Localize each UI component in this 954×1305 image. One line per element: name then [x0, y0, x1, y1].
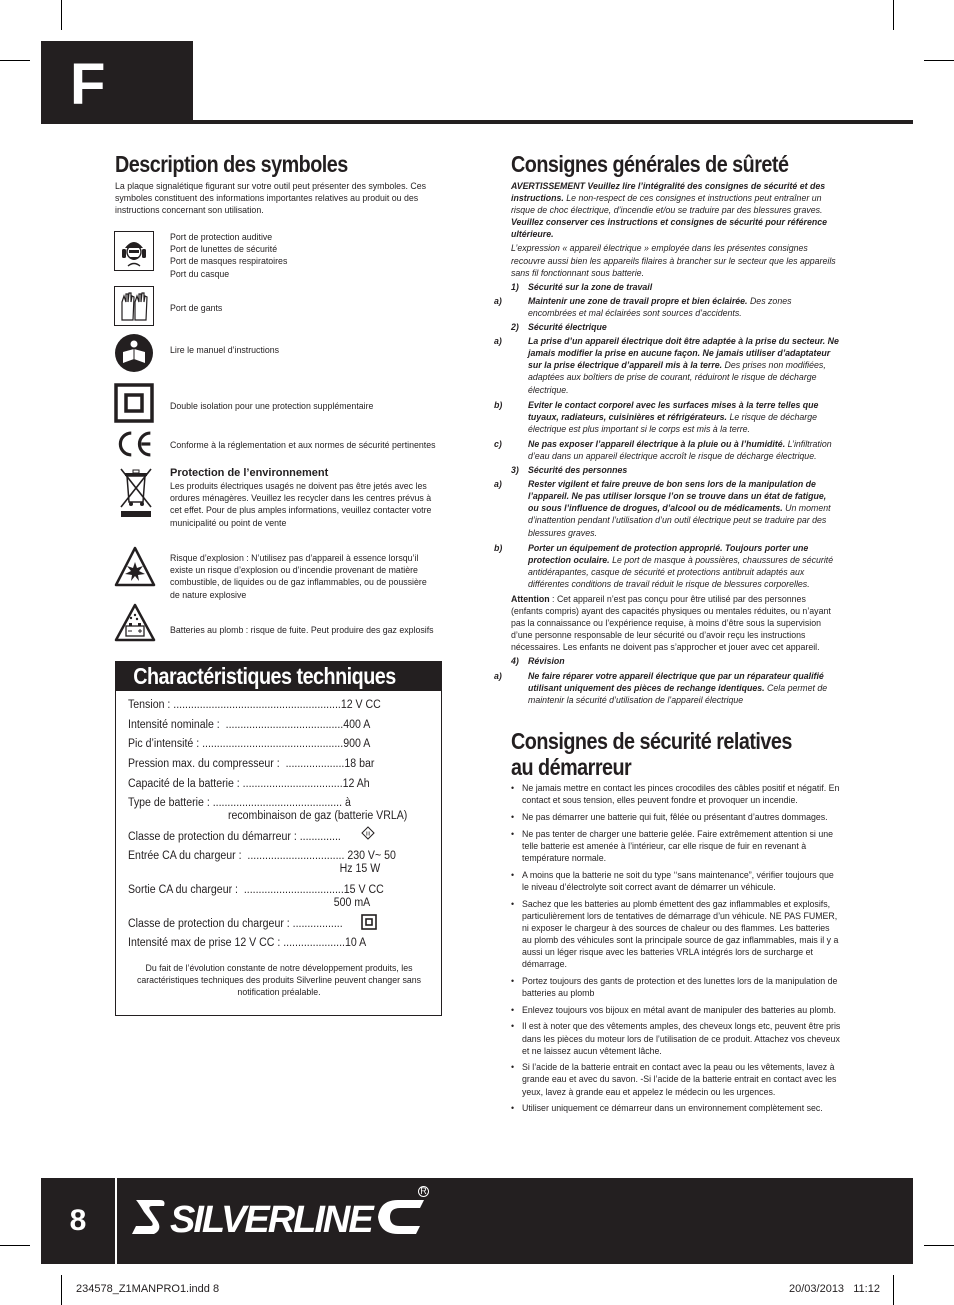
section-number: 3)	[511, 465, 519, 476]
spec-row: Type de batterie : ............................................ à	[128, 797, 351, 809]
list-item: • Ne pas tenter de charger une batterie gelée. Faire extrêmement attention si une telle batterie est amenée à l’intérieur, car elle risque de fuir en revenant à température normale.	[511, 828, 841, 864]
spec-row: Pression max. du compresseur : ....................18 bar	[128, 758, 375, 770]
rule-text: Des zones encombrées et mal éclairées sont sources d’accidents.	[528, 295, 792, 318]
explosion-warning-icon	[114, 546, 156, 588]
rule-text: Un moment d’inattention pendant l’utilisation d’un outil électrique peut se traduire par des blessures graves.	[528, 503, 831, 538]
class-ii-icon	[361, 914, 377, 935]
page-number: 8	[69, 1204, 87, 1237]
spec-row: Intensité max de prise 12 V CC : .....................10 A	[128, 937, 367, 949]
list-item: • Si l’acide de la batterie entrait en contact avec la peau ou les vêtements, lavez à grande eau et avec du savon. -Si l’acide de la batterie entrait en contact avec les yeux, lavez à grande eau et appelez le médecin ou les urgences.	[511, 1061, 841, 1097]
rule-text: Cela permet de maintenir la sécurité d’utilisation de l’appareil électrique	[528, 682, 828, 705]
environment-block	[170, 467, 442, 529]
silverline-logo	[130, 1194, 430, 1245]
section-title: Sécurité sur la zone de travail	[528, 281, 653, 292]
battery-text: Batteries au plomb : risque de fuite. Peut produire des gaz explosifs	[170, 625, 434, 635]
spec-row: Capacité de la batterie : ..................................12 Ah	[128, 778, 370, 790]
crop-mark	[61, 0, 62, 30]
spec-row: Classe de protection du démarreur : ..............	[128, 831, 341, 843]
rule-text: Des prises non modifiées, adaptées aux boîtiers de prise de courant, réduiront le risque de décharge électrique.	[528, 360, 826, 395]
rule-bold: Ne pas exposer l’appareil électrique à la pluie ou à l’humidité.	[528, 438, 786, 449]
spec-row: Tension : .........................................................12 V CC	[128, 699, 381, 711]
ppe-icon	[114, 231, 154, 271]
environment-text: Les produits électriques usagés ne doivent pas être jetés avec les ordures ménagères. Veuillez les recycler dans les centres prévus à cet effet. Pour de plus amples informations, veuillez contacter votre municipalité ou point de vente	[170, 481, 432, 528]
battery-warning-icon	[114, 603, 156, 643]
warning-bold: AVERTISSEMENT Veuillez lire l’intégralité des consignes de sécurité et des instructions.	[511, 181, 826, 204]
general-safety-title: Consignes générales de sûreté	[511, 151, 789, 177]
footer-divider	[115, 1178, 117, 1264]
manual-text: Lire le manuel d’instructions	[170, 345, 280, 355]
rule-text: Le port de masque à poussières, chaussures de sécurité antidérapantes, casque de sécurité et protections antibruit adaptés aux différentes conditions de travail réduit le risque de blessures corporelles.	[528, 554, 834, 589]
tech-specs-header	[116, 662, 441, 691]
starter-safety-list	[511, 782, 841, 1119]
item-label: b)	[494, 542, 503, 553]
starter-title-line: Consignes de sécurité relatives	[511, 728, 792, 754]
section-number: 1)	[511, 281, 519, 292]
section-title: Sécurité électrique	[528, 322, 607, 333]
spec-row: recombinaison de gaz (batterie VRLA)	[128, 810, 408, 822]
symbol-line: Port de lunettes de sécurité	[170, 244, 278, 255]
list-item: • Utiliser uniquement ce démarreur dans un environnement complètement sec.	[511, 1102, 841, 1114]
spec-row: 500 mA	[128, 897, 371, 909]
item-label: a)	[494, 670, 502, 681]
list-item: • Portez toujours des gants de protection et des lunettes lors de la manipulation de batteries au plomb	[511, 975, 841, 999]
brand-name: SILVERLINE	[170, 1199, 372, 1240]
symbol-line: Port du casque	[170, 268, 230, 279]
crop-mark	[893, 1275, 894, 1305]
item-label: a)	[494, 295, 502, 306]
rule-bold: Porter un équipement de protection approprié. Toujours porter une protection oculaire.	[528, 542, 809, 565]
item-label: a)	[494, 479, 502, 490]
warning-text: Le non-respect de ces consignes et instructions peut entraîner un risque de choc électrique, d’incendie et/ou se traduire par des blessures graves.	[511, 193, 823, 216]
list-item: • Sachez que les batteries au plomb émettent des gaz inflammables et explosifs, particulièrement lors de tentatives de démarrage d’un véhicule. NE PAS FUMER, ni exposer le chargeur à des sources de chaleur ou des flammes. Les batteries au plomb des véhicules sont la principale source de gaz inflammables, mais il y a aussi un léger risque avec les batteries VRLA intégrés lors de surcharge et démarrage.	[511, 898, 841, 971]
gloves-text: Port de gants	[170, 303, 223, 313]
list-item: • Ne pas démarrer une batterie qui fuit, fêlée ou présentant d’autres dommages.	[511, 811, 841, 823]
list-item: • Ne jamais mettre en contact les pinces crocodiles des câbles positif et négatif. En contact et sous tension, elles peuvent fondre et provoquer un incendie.	[511, 782, 841, 806]
list-item: • Enlevez toujours vos bijoux en métal avant de manipuler des batteries au plomb.	[511, 1004, 841, 1016]
rule-bold: La prise d’un appareil électrique doit être adaptée à la prise du secteur. Ne jamais modifier la prise en aucune façon. Ne jamais utiliser d’adaptateur sur la prise électrique d’appareil mis à la terre.	[528, 336, 839, 371]
attention-label: Attention	[511, 594, 550, 604]
double-insulation-icon	[114, 383, 154, 423]
rule-text: Le risque de décharge électrique est plus important si le corps est mis à la terre.	[528, 411, 817, 434]
explosion-text: Risque d’explosion : N’utilisez pas d’appareil à essence lorsqu’il existe un risque d’explosion ou d’incendie provenant de matière combustible, de liquides ou de gaz inflammables, ou de poussière de nature explosive	[170, 553, 427, 600]
spec-row: Entrée CA du chargeur : ................................. 230 V~ 50	[128, 850, 396, 862]
spec-row: Intensité nominale : ........................................400 A	[128, 719, 371, 731]
crop-mark	[0, 60, 30, 61]
spec-row: Sortie CA du chargeur : ..................................15 V CC	[128, 884, 384, 896]
crop-mark	[924, 60, 954, 61]
symbols-intro: La plaque signalétique figurant sur votre outil peut présenter des symboles. Ces symboles constituent des informations importantes relatives au produit ou des instructions concernant son utilisation.	[115, 181, 427, 216]
section-title: Révision	[528, 656, 565, 667]
crop-mark	[61, 1275, 62, 1305]
language-letter: F	[70, 52, 106, 117]
starter-safety-title	[511, 728, 792, 780]
symbols-title: Description des symboles	[115, 151, 348, 177]
rule-bold: Maintenir une zone de travail propre et bien éclairée.	[528, 295, 748, 306]
general-safety-body	[494, 180, 839, 706]
spec-row: Pic d’intensité : ................................................900 A	[128, 738, 371, 750]
rule-bold: Rester vigilent et faire preuve de bon sens lors de la manipulation de l’appareil. Ne pas utiliser lorsque l’on se trouve dans un état de fatigue, ou sous l’influence de drogues, d’alcool ou de médicaments.	[528, 479, 827, 514]
header-rule	[41, 120, 913, 124]
ce-mark-icon	[114, 424, 154, 464]
attention-text: : Cet appareil n’est pas conçu pour être utilisé par des personnes (enfants compris) ayant des capacités physiques ou mentales réduites, ou n’ayant pas la connaissance ou l’expérience requise, à moins d’être sous la supervision d’une personne responsable de leur sécurité ou d’avoir reçu les instructions nécessaires. Les enfants ne doivent pas s’approcher et jouer avec cet appareil.	[511, 594, 831, 653]
section-number: 2)	[511, 322, 519, 333]
double-insulation-text: Double isolation pour une protection supplémentaire	[170, 401, 374, 411]
item-label: a)	[494, 336, 502, 347]
environment-title: Protection de l’environnement	[170, 467, 329, 479]
rule-bold: Eviter le contact corporel avec les surfaces mises à la terre telles que tuyaux, radiateurs, cuisinières et réfrigérateurs.	[528, 399, 819, 422]
list-item: • A moins que la batterie ne soit du type ‘‘sans maintenance”, vérifier toujours que le niveau d’électrolyte soit correct avant de démarrer un véhicule.	[511, 869, 841, 893]
keep-instructions: Veuillez conserver ces instructions et consignes de sécurité pour référence ultérieure.	[511, 217, 827, 240]
ppe-text	[170, 231, 442, 280]
section-number: 4)	[511, 656, 519, 667]
spec-row: Hz 15 W	[128, 863, 381, 875]
section-title: Sécurité des personnes	[528, 465, 628, 476]
tech-specs-title: Charactéristiques techniques	[133, 663, 396, 689]
ce-text: Conforme à la réglementation et aux normes de sécurité pertinentes	[170, 440, 436, 450]
class-iii-icon	[361, 826, 375, 845]
date-slug: 20/03/2013 11:12	[789, 1283, 880, 1295]
symbol-line: Port de protection auditive	[170, 232, 273, 242]
starter-title-line: au démarreur	[511, 754, 632, 780]
spec-row: Classe de protection du chargeur : .................	[128, 918, 343, 930]
rule-bold: Ne faire réparer votre appareil électrique que par un réparateur qualifié utilisant uniquement des pièces de rechange identiques.	[528, 670, 824, 693]
crop-mark	[0, 1245, 30, 1246]
registered-mark: R	[418, 1186, 429, 1197]
rule-text: L’infiltration d’eau dans un appareil électrique accroît le risque de décharge électrique.	[528, 438, 832, 461]
item-label: b)	[494, 399, 503, 410]
file-slug: 234578_Z1MANPRO1.indd 8	[76, 1283, 220, 1295]
list-item: • Il est à noter que des vêtements amples, des cheveux longs etc, peuvent être pris dans les pièces du moteur lors de l’utilisation de ce produit. Attachez vos cheveux et ne laissez aucun vêtement lâche.	[511, 1020, 841, 1056]
weee-bin-icon	[118, 466, 154, 518]
expression-text: L’expression « appareil électrique » employée dans les présentes consignes recouvre aussi bien les appareils filaires à brancher sur le secteur que les appareils sans fil fonctionnant sous batterie.	[511, 243, 836, 278]
crop-mark	[924, 1245, 954, 1246]
manual-icon	[114, 333, 154, 373]
crop-mark	[893, 0, 894, 30]
gloves-icon	[114, 286, 154, 326]
tech-note: Du fait de l’évolution constante de notre développement produits, les caractéristiques techniques des produits Silverline peuvent changer sans notification préalable.	[136, 963, 422, 998]
item-label: c)	[494, 438, 502, 449]
symbol-line: Port de masques respiratoires	[170, 256, 288, 267]
language-tab	[41, 41, 193, 123]
svg-text:III: III	[365, 831, 371, 838]
